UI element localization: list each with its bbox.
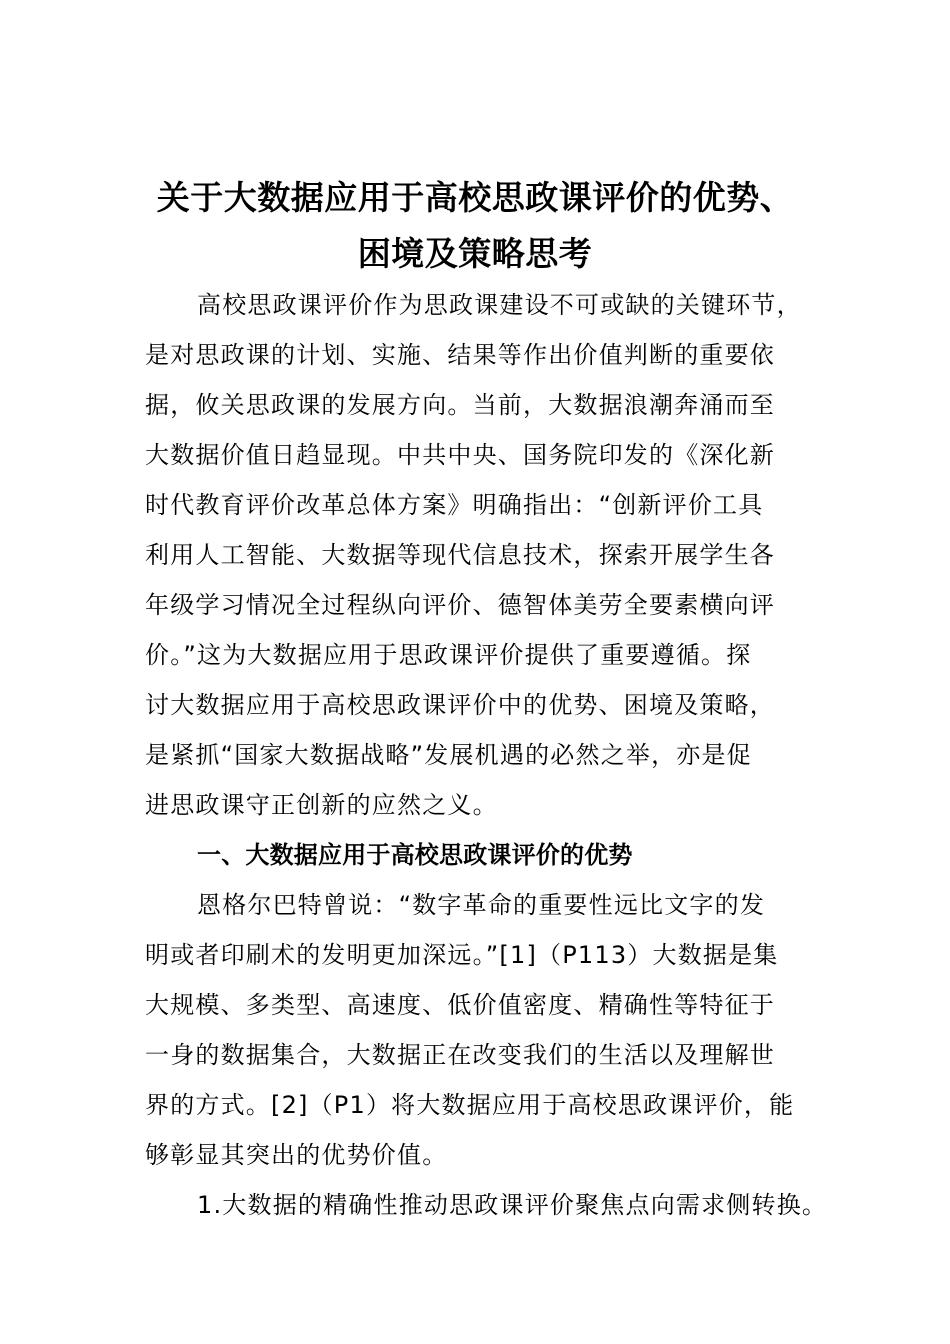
subsection-heading: 1.大数据的精确性推动思政课评价聚焦点向需求侧转换。: [197, 1191, 828, 1219]
paragraph-line: 恩格尔巴特曾说：“数字革命的重要性远比文字的发: [197, 891, 766, 919]
paragraph-line: 是紧抓“国家大数据战略”发展机遇的必然之举，亦是促: [145, 741, 752, 769]
paragraph-line: 据，攸关思政课的发展方向。当前，大数据浪潮奔涌而至: [145, 391, 775, 419]
paragraph-line: 一身的数据集合，大数据正在改变我们的生活以及理解世: [145, 1041, 775, 1069]
paragraph-line: 讨大数据应用于高校思政课评价中的优势、困境及策略，: [145, 691, 775, 719]
paragraph-line: 界的方式。[2]（P1）将大数据应用于高校思政课评价，能: [145, 1091, 795, 1119]
title-line: 困境及策略思考: [357, 234, 593, 273]
document-body: [145, 280, 828, 1230]
paragraph-line: 大规模、多类型、高速度、低价值密度、精确性等特征于: [145, 991, 775, 1019]
paragraph-line: 进思政课守正创新的应然之义。: [145, 791, 498, 819]
section-heading: 一、大数据应用于高校思政课评价的优势: [197, 841, 633, 869]
paragraph-line: 高校思政课评价作为思政课建设不可或缺的关键环节，: [197, 291, 802, 319]
paragraph-line: 明或者印刷术的发明更加深远。”[1]（P113）大数据是集: [145, 941, 779, 969]
document-title: [100, 170, 850, 282]
title-line: 关于大数据应用于高校思政课评价的优势、: [156, 178, 794, 217]
paragraph-line: 大数据价值日趋显现。中共中央、国务院印发的《深化新: [145, 441, 775, 469]
paragraph-line: 年级学习情况全过程纵向评价、德智体美劳全要素横向评: [145, 591, 775, 619]
paragraph-line: 时代教育评价改革总体方案》明确指出：“创新评价工具: [145, 491, 764, 519]
paragraph-line: 价。”这为大数据应用于思政课评价提供了重要遵循。探: [145, 641, 752, 669]
paragraph-line: 是对思政课的计划、实施、结果等作出价值判断的重要依: [145, 341, 775, 369]
paragraph-line: 够彰显其突出的优势价值。: [145, 1141, 448, 1169]
paragraph-line: 利用人工智能、大数据等现代信息技术，探索开展学生各: [145, 541, 775, 569]
